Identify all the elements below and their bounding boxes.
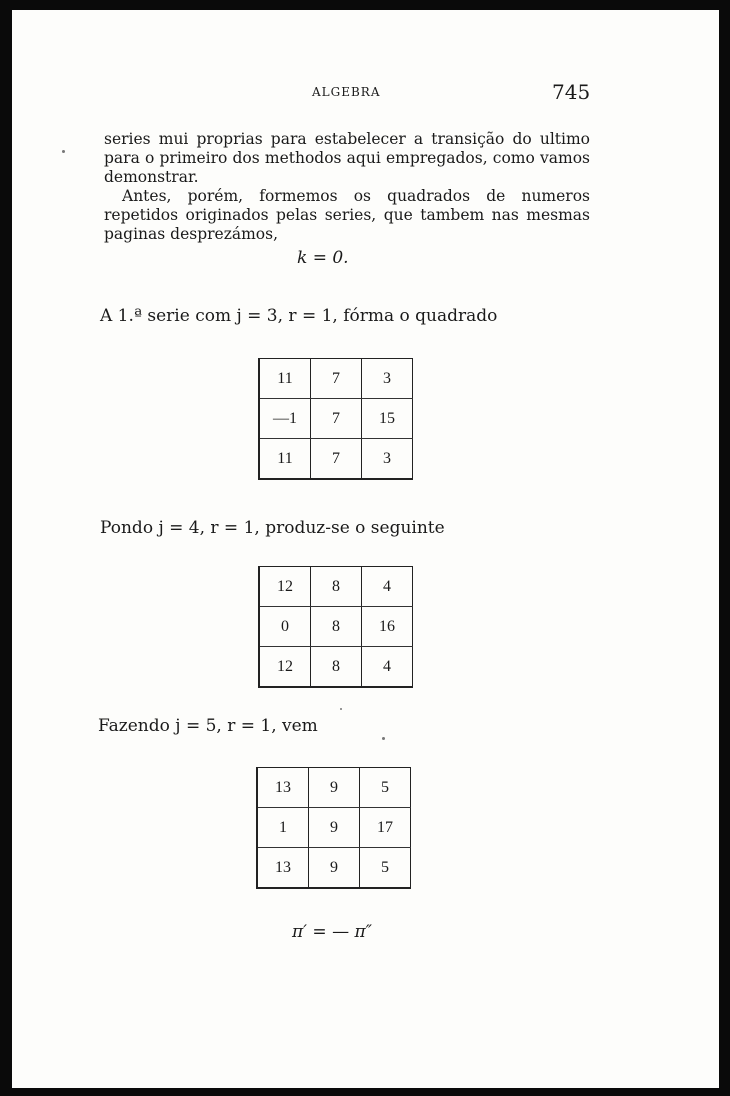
running-header-title: ALGEBRA bbox=[312, 85, 381, 99]
paragraph-2: Antes, porém, formemos os quadrados de numeros repetidos originados pelas series, que tambem nas mesmas paginas desprezámos, bbox=[104, 187, 590, 243]
square-cell: 13 bbox=[257, 848, 309, 889]
paper-speck bbox=[340, 708, 342, 710]
square-cell: 9 bbox=[309, 848, 360, 889]
magic-square-b bbox=[258, 566, 413, 688]
book-page bbox=[12, 10, 719, 1088]
table-row bbox=[259, 567, 413, 607]
square-cell: 9 bbox=[309, 808, 360, 848]
square-cell: 11 bbox=[259, 439, 311, 480]
square-cell: 7 bbox=[311, 439, 362, 480]
magic-square-c bbox=[256, 767, 411, 889]
section-a-text: A 1.ª serie com j = 3, r = 1, fórma o quadrado bbox=[100, 306, 498, 326]
square-cell: 4 bbox=[362, 567, 413, 607]
page-number: 745 bbox=[552, 80, 591, 104]
table-row bbox=[259, 607, 413, 647]
square-cell: 15 bbox=[362, 399, 413, 439]
square-cell: 12 bbox=[259, 647, 311, 688]
square-cell: 5 bbox=[360, 848, 411, 889]
paper-speck bbox=[62, 150, 65, 153]
section-b-text: Pondo j = 4, r = 1, produz-se o seguinte bbox=[100, 518, 445, 538]
square-cell: 1 bbox=[257, 808, 309, 848]
table-row bbox=[259, 647, 413, 688]
square-cell: 16 bbox=[362, 607, 413, 647]
square-cell: 5 bbox=[360, 768, 411, 808]
square-cell: —1 bbox=[259, 399, 311, 439]
magic-square-a bbox=[258, 358, 413, 480]
square-cell: 3 bbox=[362, 439, 413, 480]
table-row bbox=[257, 768, 411, 808]
square-cell: 12 bbox=[259, 567, 311, 607]
body-text bbox=[104, 130, 590, 244]
square-cell: 7 bbox=[311, 399, 362, 439]
square-cell: 4 bbox=[362, 647, 413, 688]
square-cell: 8 bbox=[311, 647, 362, 688]
equation-k: k = 0. bbox=[297, 248, 349, 268]
paper-speck bbox=[382, 737, 385, 740]
square-cell: 11 bbox=[259, 359, 311, 399]
table-row bbox=[259, 359, 413, 399]
square-cell: 3 bbox=[362, 359, 413, 399]
final-equation: π′ = — π″ bbox=[292, 922, 373, 942]
paragraph-1: series mui proprias para estabelecer a transição do ultimo para o primeiro dos methodos aqui empregados, como vamos demonstrar. bbox=[104, 130, 590, 186]
square-cell: 17 bbox=[360, 808, 411, 848]
table-row bbox=[257, 848, 411, 889]
square-cell: 7 bbox=[311, 359, 362, 399]
square-cell: 8 bbox=[311, 567, 362, 607]
table-row bbox=[259, 439, 413, 480]
square-cell: 13 bbox=[257, 768, 309, 808]
table-row bbox=[259, 399, 413, 439]
square-cell: 9 bbox=[309, 768, 360, 808]
section-c-text: Fazendo j = 5, r = 1, vem bbox=[98, 716, 318, 736]
table-row bbox=[257, 808, 411, 848]
square-cell: 8 bbox=[311, 607, 362, 647]
square-cell: 0 bbox=[259, 607, 311, 647]
